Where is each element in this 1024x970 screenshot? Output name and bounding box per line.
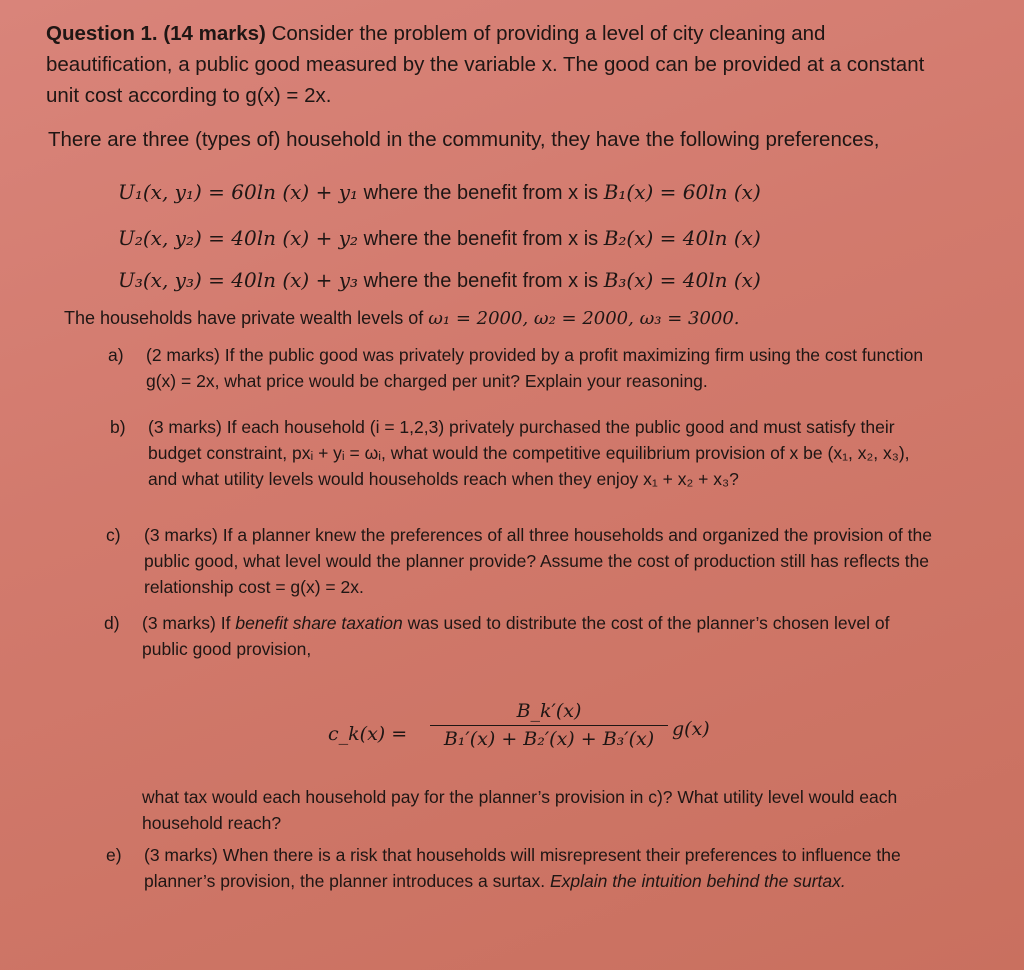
part-d-after: what tax would each household pay for the planner’s provision in c)? What utility level would each household reach? <box>142 787 898 833</box>
part-a <box>108 342 926 394</box>
part-c-text: (3 marks) If a planner knew the preferences of all three households and organized the provision of the public good, what level would the planner provide? Assume the cost of production still has reflects the relationship cost = g(x) = 2x. <box>144 525 932 597</box>
wealth-text: The households have private wealth levels of <box>64 308 424 328</box>
question-intro <box>46 18 946 111</box>
part-b-label: b) <box>110 417 126 437</box>
households-intro: There are three (types of) household in the community, they have the following preferences, <box>48 128 880 151</box>
formula-denominator: B₁′(x) + B₂′(x) + B₃′(x) <box>443 728 655 750</box>
formula-numerator: B_k′(x) <box>430 700 668 726</box>
wealth-line <box>64 308 740 329</box>
question-intro-text: Consider the problem of providing a level of city cleaning and beautification, a public good measured by the variable x. The good can be provided at a constant unit cost according to g(x) = 2x. <box>46 22 925 107</box>
utility-row-1 <box>118 180 761 205</box>
part-d-text-pre: (3 marks) If <box>142 613 231 633</box>
part-d <box>104 610 902 662</box>
part-e-text-italic: Explain the intuition behind the surtax. <box>550 871 846 891</box>
part-c <box>106 522 939 600</box>
part-e-text-pre: (3 marks) When there is a risk that households will misrepresent their preferences to influence the planner’s provision, the planner introduces a surtax. <box>144 845 901 891</box>
utility-1-mid: where the benefit from x is <box>363 182 599 204</box>
utility-2: U₂(x, y₂) = 40ln (x) + y₂ <box>118 226 359 250</box>
part-b-text: (3 marks) If each household (i = 1,2,3) privately purchased the public good and must satisfy their budget constraint, pxᵢ + yᵢ = ωᵢ, what would the competitive equilibrium provision of x be (x₁, x₂, x₃), and what utility levels would households reach when they enjoy x₁ + x₂ + x₃? <box>148 417 910 489</box>
formula-fraction <box>430 700 668 750</box>
part-e-label: e) <box>106 845 122 865</box>
formula-lhs: c_k(x) = <box>328 723 408 745</box>
part-d-text-italic: benefit share taxation <box>235 613 403 633</box>
benefit-1: B₁(x) = 60ln (x) <box>603 180 761 204</box>
part-b <box>110 414 928 492</box>
benefit-3: B₃(x) = 40ln (x) <box>603 268 761 292</box>
wealth-values: ω₁ = 2000, ω₂ = 2000, ω₃ = 3000. <box>428 308 740 329</box>
formula-rhs: g(x) <box>672 718 710 740</box>
part-a-text: (2 marks) If the public good was privately provided by a profit maximizing firm using the cost function g(x) = 2x, what price would be charged per unit? Explain your reasoning. <box>146 345 924 391</box>
part-d-label: d) <box>104 613 120 633</box>
utility-3: U₃(x, y₃) = 40ln (x) + y₃ <box>118 268 359 292</box>
benefit-2: B₂(x) = 40ln (x) <box>603 226 761 250</box>
utility-1: U₁(x, y₁) = 60ln (x) + y₁ <box>118 180 359 204</box>
question-heading: Question 1. (14 marks) <box>46 22 266 45</box>
part-d-text-post: was used to distribute the cost of the planner’s chosen level of public good provision, <box>142 613 890 659</box>
part-c-label: c) <box>106 525 121 545</box>
part-a-label: a) <box>108 345 124 365</box>
utility-3-mid: where the benefit from x is <box>363 270 599 292</box>
utility-row-3 <box>118 268 761 293</box>
utility-2-mid: where the benefit from x is <box>363 228 599 250</box>
part-e <box>106 842 944 894</box>
utility-row-2 <box>118 226 761 251</box>
